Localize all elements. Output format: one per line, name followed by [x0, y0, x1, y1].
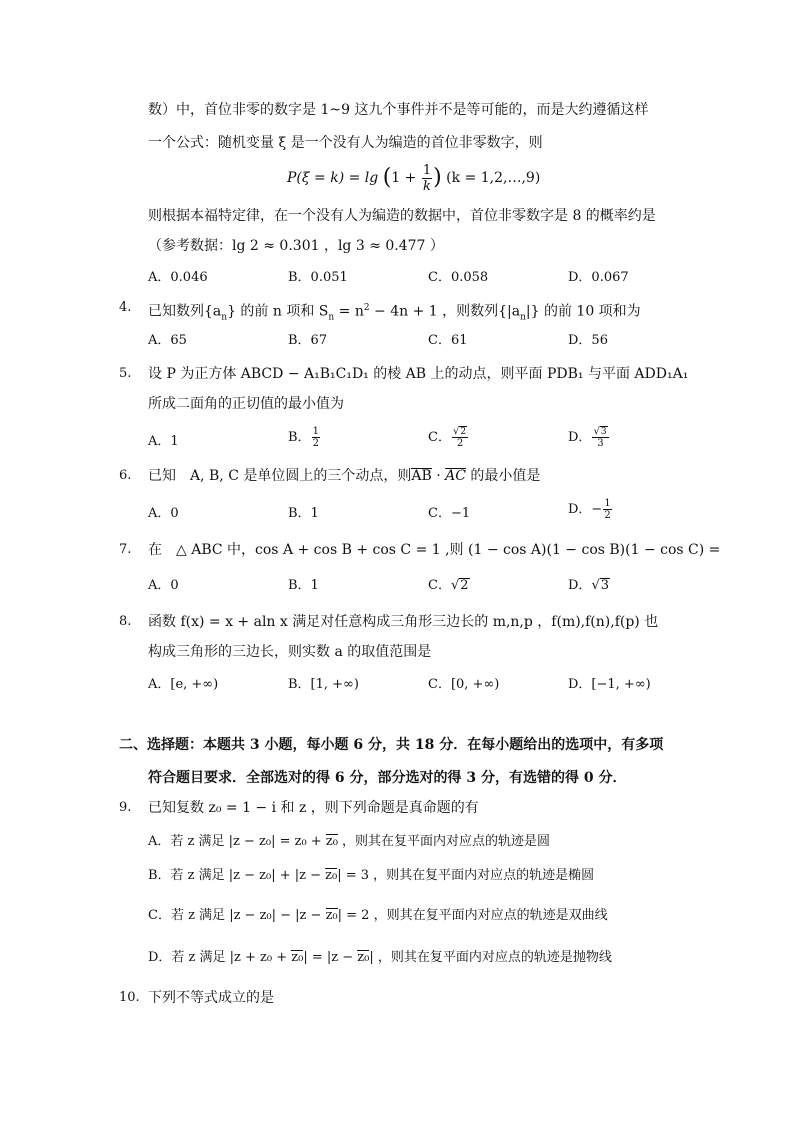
q9-stem: 已知复数 z₀ = 1 − i 和 z ，则下列命题是真命题的有 [148, 800, 479, 816]
vector-product: AB · AC [411, 468, 466, 484]
q4-option-a[interactable]: A．65 [148, 333, 187, 348]
formula-right: (k = 1,2,…,9) [446, 170, 541, 186]
q8-option-a[interactable]: A．[e, +∞) [148, 677, 219, 692]
intro-line-1: 数）中，首位非零的数字是 1~9 这九个事件并不是等可能的，而是大约遵循这样 [148, 102, 649, 118]
q5-number: 5. [119, 366, 132, 381]
q6-option-d[interactable]: D．− $\frac{1}{2}$ [568, 498, 611, 521]
q4-option-c[interactable]: C．61 [428, 333, 468, 348]
q5-option-d[interactable]: D． $\frac{√3}{3}$ [568, 426, 607, 449]
q7-stem: 在 △ ABC 中，cos A + cos B + cos C = 1 ,则 (1 − cos A)(1 − cos B)(1 − cos C) = [148, 542, 721, 558]
q10-stem: 下列不等式成立的是 [148, 990, 274, 1006]
benford-formula: P(ξ = k) = lg (1 + $\frac{1}{k}$ ) (k = 1,2,…,9) [287, 162, 541, 194]
q7-option-d[interactable]: D．√3 [568, 578, 610, 593]
q5-option-c[interactable]: C． $\frac{√2}{2}$ [428, 426, 467, 449]
q8-stem-line-1: 函数 f(x) = x + aln x 满足对任意构成三角形三边长的 m,n,p ，f(m),f(n),f(p) 也 [148, 614, 659, 630]
q9-option-c[interactable]: C．若 z 满足 |z − z₀| − |z − z₀| = 2 ，则其在复平面内对应点的轨迹是双曲线 [148, 908, 608, 923]
intro-line-4: （参考数据：lg 2 ≈ 0.301 ，lg 3 ≈ 0.477 ） [148, 238, 444, 254]
q8-stem-line-2: 构成三角形的三边长，则实数 a 的取值范围是 [148, 644, 432, 660]
formula-left: P(ξ = k) = lg [287, 170, 379, 186]
q9-number: 9. [119, 800, 132, 815]
q9-option-b[interactable]: B．若 z 满足 |z − z₀| + |z − z₀| = 3 ，则其在复平面内对应点的轨迹是椭圆 [148, 868, 595, 883]
q8-option-c[interactable]: C．[0, +∞) [428, 677, 500, 692]
q5-option-b[interactable]: B． $\frac{1}{2}$ [288, 426, 319, 449]
q8-option-d[interactable]: D．[−1, +∞) [568, 677, 651, 692]
q3-option-d[interactable]: D．0.067 [568, 270, 629, 285]
q7-option-b[interactable]: B．1 [288, 578, 319, 593]
q6-stem: 已知 A, B, C 是单位圆上的三个动点，则AB · AC 的最小值是 [148, 468, 541, 484]
q7-option-c[interactable]: C．√2 [428, 578, 469, 593]
q9-option-a[interactable]: A．若 z 满足 |z − z₀| = z₀ + z₀ ，则其在复平面内对应点的轨迹是圆 [148, 834, 551, 849]
section-2-heading-line-1: 二、选择题：本题共 3 小题，每小题 6 分，共 18 分．在每小题给出的选项中，有多项 [119, 737, 664, 753]
q7-option-a[interactable]: A．0 [148, 578, 179, 593]
q5-option-a[interactable]: A．1 [148, 434, 179, 449]
q9-option-d[interactable]: D．若 z 满足 |z + z₀ + z₀| = |z − z₀| ，则其在复平面内对应点的轨迹是抛物线 [148, 950, 612, 965]
formula-fraction: $\frac{1}{k}$ [422, 162, 432, 194]
q5-stem-line-1: 设 P 为正方体 ABCD − A₁B₁C₁D₁ 的棱 AB 上的动点，则平面 PDB₁ 与平面 ADD₁A₁ [148, 366, 689, 382]
section-2-heading-line-2: 符合题目要求．全部选对的得 6 分，部分选对的得 3 分，有选错的得 0 分． [148, 770, 627, 786]
intro-line-2: 一个公式：随机变量 ξ 是一个没有人为编造的首位非零数字，则 [148, 135, 543, 151]
q6-option-a[interactable]: A．0 [148, 506, 179, 521]
intro-line-3: 则根据本福特定律，在一个没有人为编造的数据中，首位非零数字是 8 的概率约是 [148, 208, 656, 224]
q4-number: 4. [119, 300, 132, 315]
q6-option-b[interactable]: B．1 [288, 506, 319, 521]
q6-number: 6. [119, 468, 132, 483]
q4-option-b[interactable]: B．67 [288, 333, 328, 348]
q4-option-d[interactable]: D．56 [568, 333, 608, 348]
q4-stem: 已知数列$\{a_n\}$ 的前 n 项和 $S_n = n^2 - 4n + 1$ ，则数列$\{|a_n|\}$ 的前 10 项和为 [148, 303, 641, 323]
q3-option-b[interactable]: B．0.051 [288, 270, 348, 285]
q5-stem-line-2: 所成二面角的正切值的最小值为 [148, 396, 344, 412]
q8-number: 8. [119, 614, 132, 629]
q7-number: 7. [119, 542, 132, 557]
q10-number: 10. [119, 990, 140, 1005]
q3-option-a[interactable]: A．0.046 [148, 270, 208, 285]
q8-option-b[interactable]: B．[1, +∞) [288, 677, 359, 692]
q3-option-c[interactable]: C．0.058 [428, 270, 489, 285]
q6-option-c[interactable]: C．−1 [428, 506, 471, 521]
